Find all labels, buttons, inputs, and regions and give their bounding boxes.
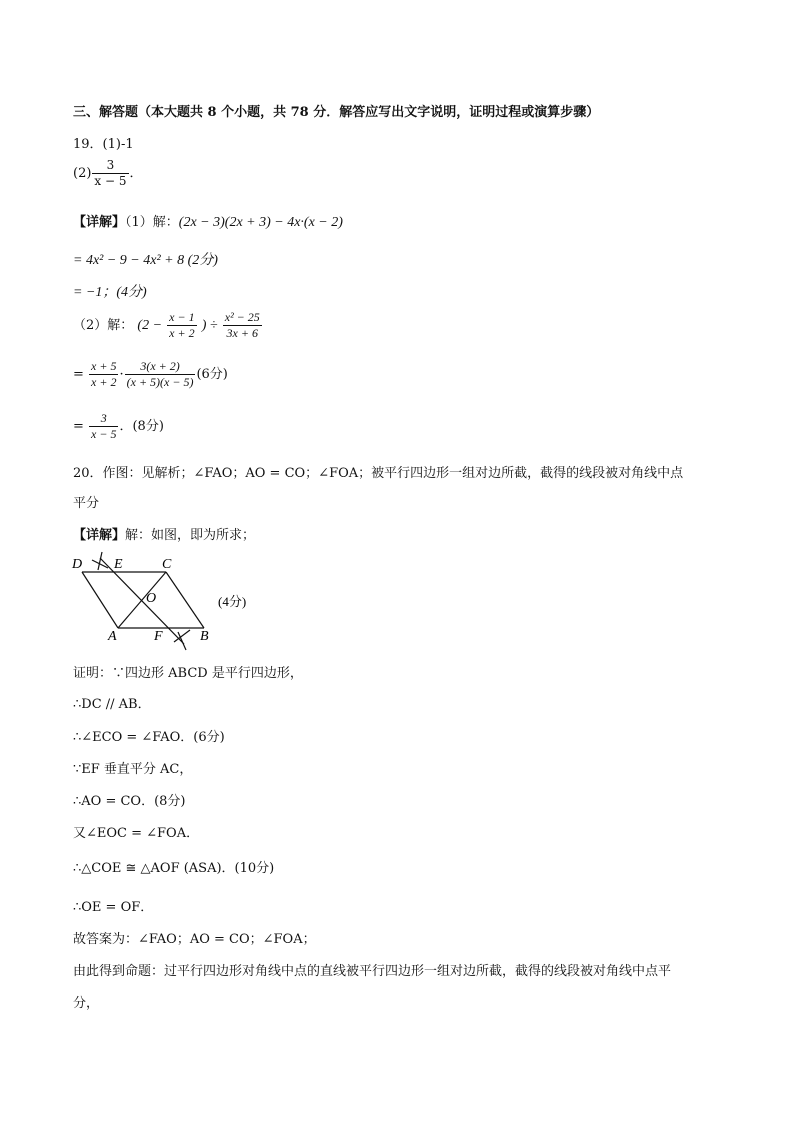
q19-part1-text: （1）解： bbox=[125, 215, 179, 230]
proof-line: ∴AO = CO．(8分) bbox=[73, 794, 186, 809]
q19-step2: = −1；(4分) bbox=[73, 285, 147, 300]
fraction-denominator: x − 5 bbox=[94, 174, 127, 188]
q20-detail-label: 【详解】 bbox=[73, 528, 126, 543]
proof-line: ∴DC // AB． bbox=[73, 697, 151, 712]
label-e: E bbox=[114, 557, 123, 572]
fraction-numerator: 3 bbox=[106, 158, 115, 172]
fraction-numerator: x² − 25 bbox=[224, 310, 260, 324]
q19-answer-1: 19．(1)-1 bbox=[73, 137, 134, 152]
q19-answer-2-suffix: ． bbox=[129, 166, 143, 181]
label-o: O bbox=[146, 591, 157, 606]
section-header: 三、解答题（本大题共 8 个小题，共 78 分．解答应写出文字说明，证明过程或演算步骤） bbox=[73, 105, 600, 120]
proof-line: ∵EF 垂直平分 AC， bbox=[73, 762, 193, 777]
q19-step4-eq: = bbox=[73, 419, 84, 434]
fraction-denominator: x + 2 bbox=[169, 326, 195, 340]
q19-part1-expression: (2x − 3)(2x + 3) − 4x·(x − 2) bbox=[178, 215, 343, 230]
fraction-numerator: 3 bbox=[100, 411, 107, 425]
fraction-denominator: 3x + 6 bbox=[223, 325, 262, 341]
proof-line: ∴OE = OF． bbox=[73, 900, 154, 915]
q19-detail-label: 【详解】 bbox=[73, 215, 126, 230]
q19-part2-fraction2 bbox=[223, 310, 262, 341]
parallelogram-figure bbox=[66, 546, 266, 656]
q19-answer-2 bbox=[73, 158, 143, 189]
q19-step3-eq: = bbox=[73, 367, 84, 382]
side-cb bbox=[166, 572, 204, 628]
q19-answer-2-fraction bbox=[92, 158, 128, 189]
q19-step3-dot: · bbox=[119, 367, 124, 382]
q19-answer-2-prefix: (2) bbox=[73, 166, 92, 181]
fraction-numerator: 3(x + 2) bbox=[140, 359, 180, 373]
q19-part2-close: ) ÷ bbox=[201, 318, 218, 333]
proof-line: 由此得到命题：过平行四边形对角线中点的直线被平行四边形一组对边所截，截得的线段被对角线中点平 bbox=[73, 964, 672, 979]
q20-answer-line2: 平分 bbox=[73, 496, 100, 511]
label-f: F bbox=[154, 629, 163, 644]
side-ad bbox=[82, 572, 118, 628]
label-b: B bbox=[200, 629, 209, 644]
q19-step4-score: ．(8分) bbox=[119, 419, 164, 434]
label-c: C bbox=[162, 557, 172, 572]
q19-part2-text: （2）解： bbox=[73, 318, 134, 333]
proof-line: 证明：∵四边形 ABCD 是平行四边形， bbox=[73, 666, 303, 681]
arc-mark-bottom-2 bbox=[178, 632, 186, 650]
label-a: A bbox=[108, 629, 117, 644]
q19-step3 bbox=[73, 359, 228, 390]
q19-part1-line bbox=[73, 211, 343, 231]
diagonal-ac bbox=[118, 572, 166, 628]
fraction-denominator: x + 2 bbox=[91, 375, 117, 389]
fraction-numerator: x + 5 bbox=[91, 359, 117, 373]
q19-step4-fraction bbox=[89, 411, 118, 442]
proof-line: 故答案为：∠FAO；AO = CO；∠FOA； bbox=[73, 932, 316, 947]
q19-step3-fraction1 bbox=[89, 359, 118, 390]
fraction-denominator: x − 5 bbox=[91, 427, 117, 441]
figure-score: (4分) bbox=[218, 594, 247, 609]
fraction-denominator: (x + 5)(x − 5) bbox=[126, 375, 194, 389]
q19-step3-score: (6分) bbox=[196, 367, 228, 382]
q20-detail-text: 解：如图，即为所求； bbox=[125, 528, 256, 543]
q19-part2-fraction1 bbox=[167, 310, 196, 341]
q19-part2-open: (2 − bbox=[137, 318, 163, 333]
q20-detail-line bbox=[73, 524, 255, 543]
proof-line: 又∠EOC = ∠FOA． bbox=[73, 826, 200, 841]
proof-line: ∴∠ECO = ∠FAO．(6分) bbox=[73, 730, 225, 745]
q19-step1: = 4x² − 9 − 4x² + 8 (2分) bbox=[73, 253, 218, 268]
fraction-numerator: x − 1 bbox=[169, 310, 195, 324]
q19-step4 bbox=[73, 411, 164, 442]
label-d: D bbox=[72, 557, 83, 572]
q19-part2-line bbox=[73, 310, 263, 341]
q19-step3-fraction2 bbox=[125, 359, 196, 390]
arc-mark-top-2 bbox=[98, 552, 102, 570]
proof-line: 分， bbox=[73, 996, 100, 1011]
proof-line: ∴△COE ≅ △AOF (ASA)．(10分) bbox=[73, 861, 275, 876]
q20-answer-line1: 20．作图：见解析；∠FAO；AO = CO；∠FOA；被平行四边形一组对边所截，截得的线段被对角线中点 bbox=[73, 466, 684, 481]
